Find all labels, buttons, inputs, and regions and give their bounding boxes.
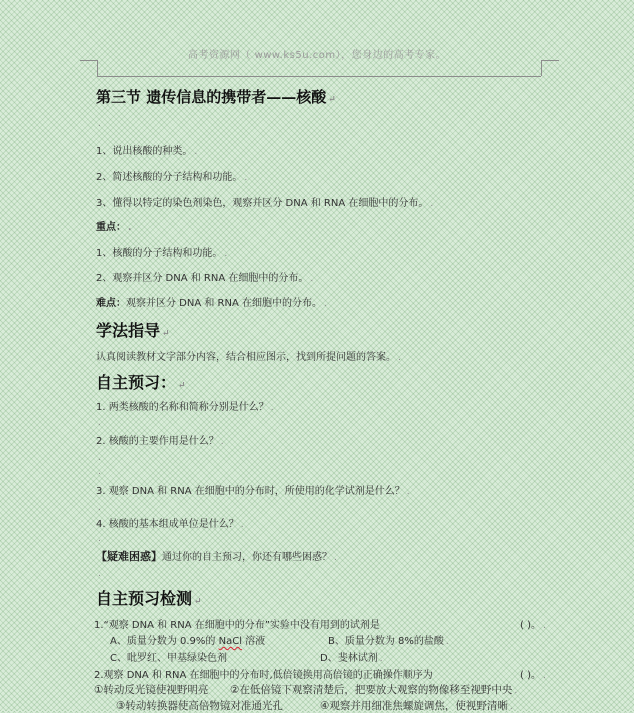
blank-line: . bbox=[98, 569, 101, 579]
check-question-1: 1.“观察 DNA 和 RNA 在细胞中的分布”实验中没有用到的试剂是 bbox=[94, 620, 380, 631]
q2-step-3: ③转动转换器使高倍物镜对准通光孔 bbox=[116, 700, 283, 712]
q1-option-d: D、斐林试剂 . bbox=[320, 653, 383, 664]
header-rule-left-vert bbox=[97, 60, 98, 76]
check-question-1-blank: ( )。 . bbox=[520, 620, 546, 631]
study-method-heading: 学法指导 ↵ bbox=[96, 321, 170, 340]
objective-2: 2、简述核酸的分子结构和功能。 . bbox=[96, 172, 248, 183]
header-rule-right bbox=[541, 60, 559, 61]
objective-1: 1、说出核酸的种类。 . bbox=[96, 146, 198, 157]
objective-3: 3、懂得以特定的染色剂染色，观察并区分 DNA 和 RNA 在细胞中的分布。 . bbox=[96, 198, 434, 209]
self-preview-heading: 自主预习： ↵ bbox=[96, 373, 186, 392]
page-header-note: 高考资源网（ www.ks5u.com），您身边的高考专家。 bbox=[187, 50, 447, 61]
check-heading: 自主预习检测 ↵ bbox=[96, 589, 202, 608]
header-rule-right-vert bbox=[541, 60, 542, 76]
study-method-text: 认真阅读教材文字部分内容，结合相应图示，找到所提问题的答案。 . bbox=[96, 352, 401, 363]
q1-option-a: A、质量分数为 0.9%的 NaCl 溶液 bbox=[110, 636, 266, 647]
header-rule-left bbox=[80, 60, 98, 61]
key-point-2: 2、观察并区分 DNA 和 RNA 在细胞中的分布。 . bbox=[96, 273, 314, 284]
header-rule bbox=[97, 76, 541, 77]
blank-line: . bbox=[98, 119, 101, 129]
key-points-label: 重点： . bbox=[96, 222, 132, 233]
doubts-line: 【疑难困惑】通过你的自主预习，你还有哪些困惑？ . bbox=[96, 550, 337, 563]
q1-option-c: C、吡罗红、甲基绿染色剂 bbox=[110, 653, 227, 664]
check-question-2: 2.观察 DNA 和 RNA 在细胞中的分布时,低倍镜换用高倍镜的正确操作顺序为 bbox=[94, 670, 433, 681]
section-title: 第三节 遗传信息的携带者——核酸 ↵ bbox=[96, 88, 336, 106]
blank-line: . bbox=[98, 534, 101, 544]
blank-line: . bbox=[98, 503, 101, 513]
blank-line: . bbox=[98, 418, 101, 428]
difficulty-line: 难点：观察并区分 DNA 和 RNA 在细胞中的分布。 . bbox=[96, 298, 327, 309]
preview-question-2: 2. 核酸的主要作用是什么？ . bbox=[96, 436, 224, 447]
key-point-1: 1、核酸的分子结构和功能。 . bbox=[96, 248, 228, 259]
preview-question-3: 3. 观察 DNA 和 RNA 在细胞中的分布时，所使用的化学试剂是什么？ . bbox=[96, 486, 410, 497]
preview-question-1: 1. 两类核酸的名称和简称分别是什么？ . bbox=[96, 402, 274, 413]
blank-line: . bbox=[98, 467, 101, 477]
blank-line: . bbox=[98, 453, 101, 463]
q2-step-1: ①转动反光镜使视野明亮 bbox=[94, 684, 209, 696]
q1-option-b: B、质量分数为 8%的盐酸 . bbox=[328, 636, 449, 647]
q2-step-4: ④观察并用细准焦螺旋调焦，使视野清晰 . bbox=[320, 700, 513, 712]
q2-step-2: ②在低倍镜下观察清楚后，把要放大观察的物像移至视野中央 . bbox=[230, 684, 518, 696]
preview-question-4: 4. 核酸的基本组成单位是什么？ . bbox=[96, 519, 244, 530]
check-question-2-blank: ( )。 . bbox=[520, 670, 546, 681]
